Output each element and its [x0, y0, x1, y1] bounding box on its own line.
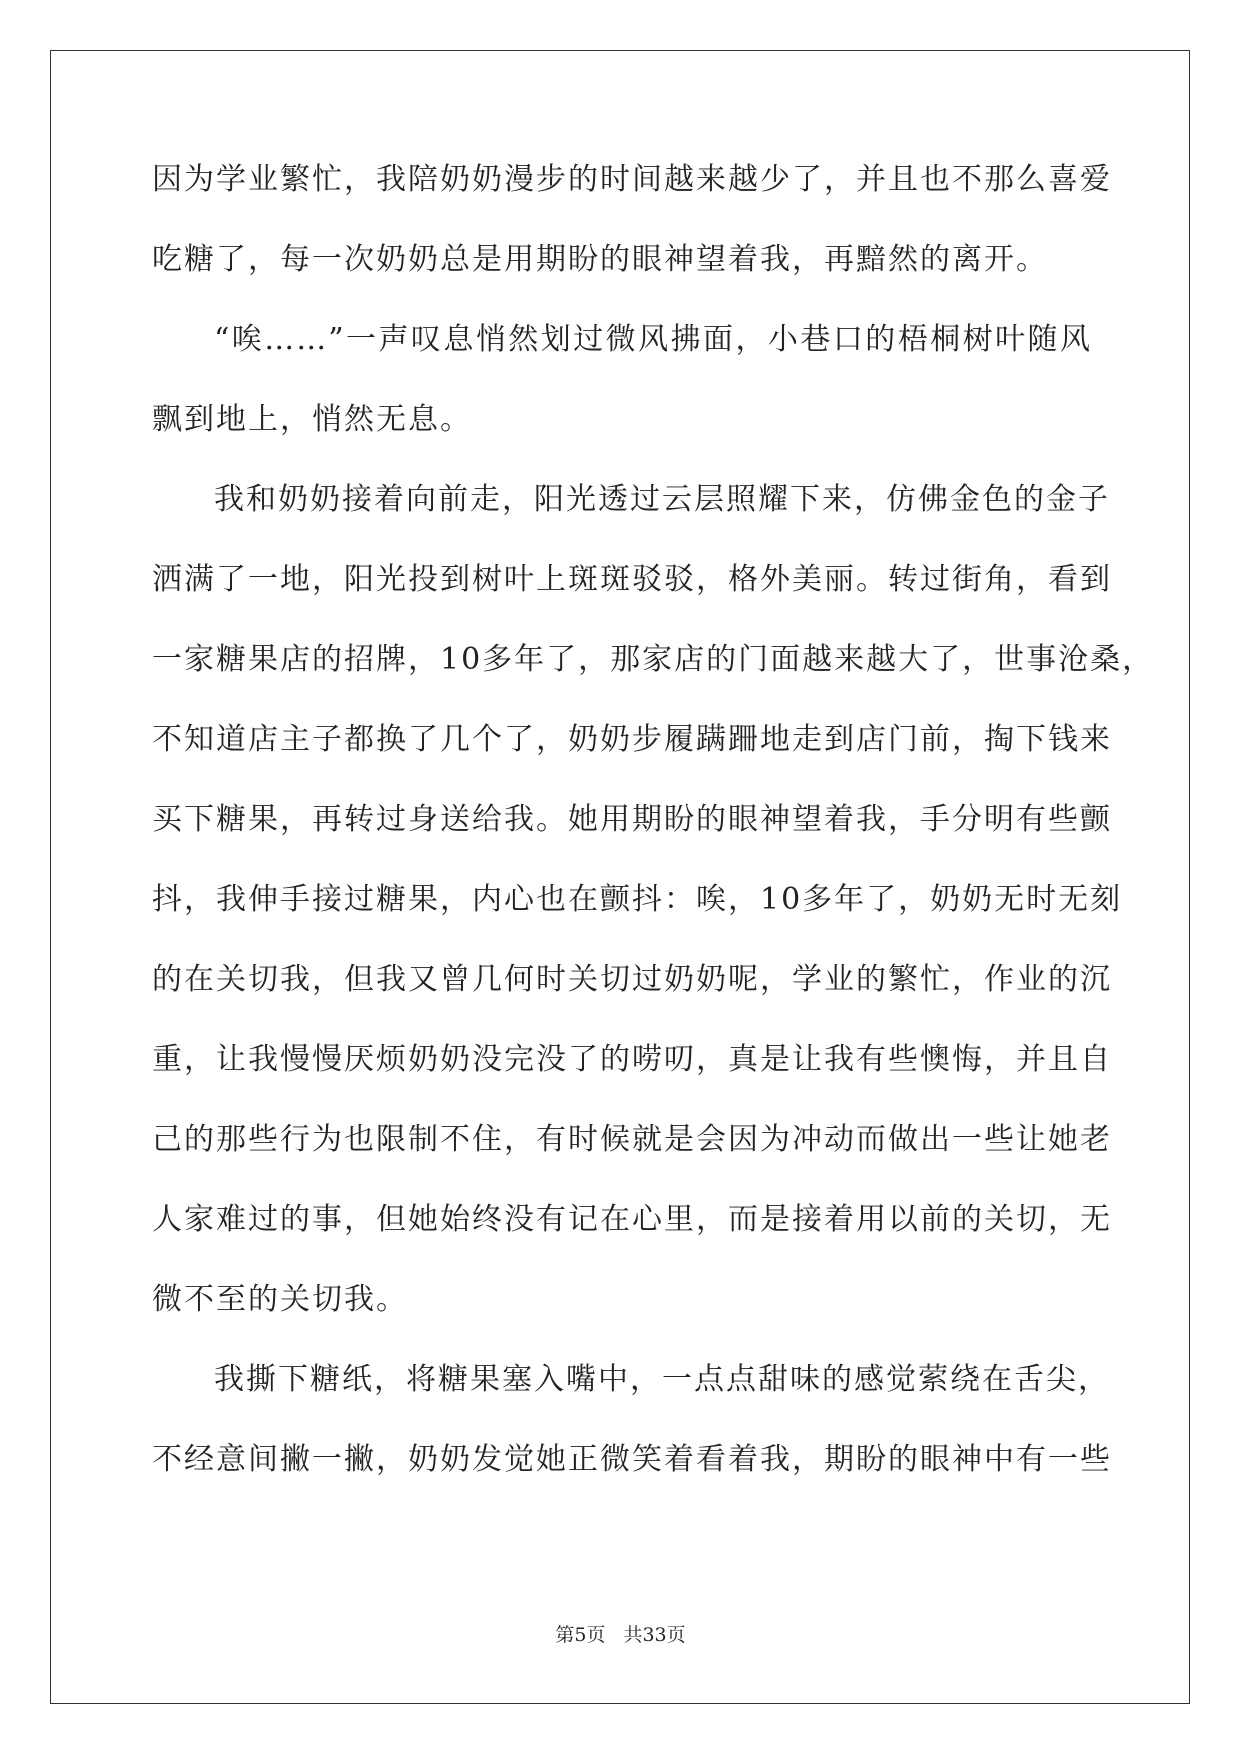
page-footer [0, 1623, 1241, 1647]
body-text [152, 160, 1155, 1520]
text-line: 微不至的关切我。 [152, 1282, 408, 1317]
page-number: 第5页 [555, 1624, 606, 1646]
text-line: 我和奶奶接着向前走，阳光透过云层照耀下来，仿佛金色的金子 [214, 482, 1110, 517]
text-line: 不经意间撇一撇，奶奶发觉她正微笑着看着我，期盼的眼神中有一些 [152, 1442, 1112, 1477]
text-line: 洒满了一地，阳光投到树叶上斑斑驳驳，格外美丽。转过街角，看到 [152, 562, 1112, 597]
text-line: 买下糖果，再转过身送给我。她用期盼的眼神望着我，手分明有些颤 [152, 802, 1112, 837]
text-line: 抖，我伸手接过糖果，内心也在颤抖：唉，10多年了，奶奶无时无刻 [152, 882, 1123, 917]
text-line: 人家难过的事，但她始终没有记在心里，而是接着用以前的关切，无 [152, 1202, 1112, 1237]
text-line: 飘到地上，悄然无息。 [152, 402, 472, 437]
text-line: 因为学业繁忙，我陪奶奶漫步的时间越来越少了，并且也不那么喜爱 [152, 162, 1112, 197]
text-line: 一家糖果店的招牌，10多年了，那家店的门面越来越大了，世事沧桑， [152, 642, 1155, 677]
text-line: 我撕下糖纸，将糖果塞入嘴中，一点点甜味的感觉萦绕在舌尖， [214, 1362, 1110, 1397]
page-total: 共33页 [623, 1624, 686, 1646]
text-line: 吃糖了，每一次奶奶总是用期盼的眼神望着我，再黯然的离开。 [152, 242, 1048, 277]
text-line: 重，让我慢慢厌烦奶奶没完没了的唠叨，真是让我有些懊悔，并且自 [152, 1042, 1112, 1077]
text-line: 己的那些行为也限制不住，有时候就是会因为冲动而做出一些让她老 [152, 1122, 1112, 1157]
text-line: “唉……”一声叹息悄然划过微风拂面，小巷口的梧桐树叶随风 [214, 322, 1092, 357]
text-line: 的在关切我，但我又曾几何时关切过奶奶呢，学业的繁忙，作业的沉 [152, 962, 1112, 997]
text-line: 不知道店主子都换了几个了，奶奶步履蹒跚地走到店门前，掏下钱来 [152, 722, 1112, 757]
